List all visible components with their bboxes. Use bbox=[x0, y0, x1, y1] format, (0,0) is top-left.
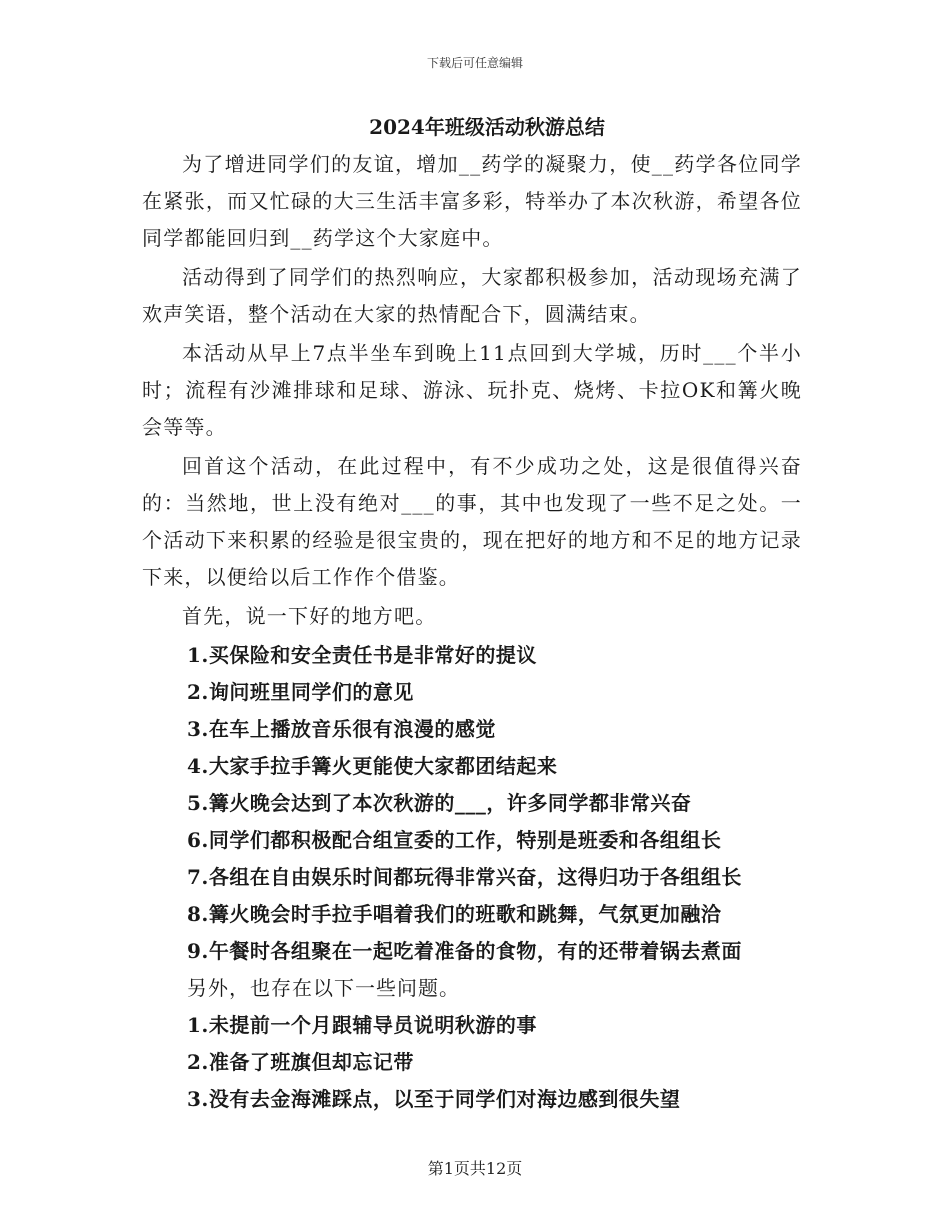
document-title: 2024年班级活动秋游总结 bbox=[369, 115, 605, 139]
page-footer: 第1页共12页 bbox=[427, 1159, 523, 1178]
good-list-item: 2.询问班里同学们的意见 bbox=[187, 680, 414, 704]
header-note: 下载后可任意编辑 bbox=[426, 56, 523, 70]
paragraph-review: 回首这个活动，在此过程中，有不少成功之处，这是很值得兴奋的：当然地，世上没有绝对___的事，其中也发现了一些不足之处。一个活动下来积累的经验是很宝贵的，现在把好的地方和不足的地方记录下来，以便给以后工作作个借鉴。 bbox=[142, 454, 802, 589]
good-list-item: 8.篝火晚会时手拉手唱着我们的班歌和跳舞，气氛更加融洽 bbox=[187, 902, 722, 926]
good-list-item: 1.买保险和安全责任书是非常好的提议 bbox=[187, 643, 537, 667]
bad-list-item: 3.没有去金海滩踩点，以至于同学们对海边感到很失望 bbox=[187, 1087, 681, 1111]
paragraph-response: 活动得到了同学们的热烈响应，大家都积极参加，活动现场充满了欢声笑语，整个活动在大家的热情配合下，圆满结束。 bbox=[142, 265, 802, 326]
good-list-item: 4.大家手拉手篝火更能使大家都团结起来 bbox=[187, 754, 558, 778]
good-list-item: 7.各组在自由娱乐时间都玩得非常兴奋，这得归功于各组组长 bbox=[187, 865, 742, 889]
good-list-item: 5.篝火晚会达到了本次秋游的___，许多同学都非常兴奋 bbox=[187, 791, 692, 815]
good-list-item: 3.在车上播放音乐很有浪漫的感觉 bbox=[187, 717, 496, 741]
paragraph-schedule: 本活动从早上7点半坐车到晚上11点回到大学城，历时___个半小时；流程有沙滩排球和足球、游泳、玩扑克、烧烤、卡拉OK和篝火晚会等等。 bbox=[142, 341, 802, 439]
good-list-item: 9.午餐时各组聚在一起吃着准备的食物，有的还带着锅去煮面 bbox=[187, 939, 742, 963]
bad-list-item: 1.未提前一个月跟辅导员说明秋游的事 bbox=[187, 1013, 537, 1037]
good-intro: 首先，说一下好的地方吧。 bbox=[182, 604, 437, 628]
paragraph-intro: 为了增进同学们的友谊，增加__药学的凝聚力，使__药学各位同学在紧张，而又忙碌的大三生活丰富多彩，特举办了本次秋游，希望各位同学都能回归到__药学这个大家庭中。 bbox=[142, 152, 802, 250]
bad-intro: 另外，也存在以下一些问题。 bbox=[187, 976, 460, 1000]
good-list-item: 6.同学们都积极配合组宣委的工作，特别是班委和各组组长 bbox=[187, 828, 722, 852]
bad-list-item: 2.准备了班旗但却忘记带 bbox=[187, 1050, 414, 1074]
document-body bbox=[142, 112, 802, 1118]
